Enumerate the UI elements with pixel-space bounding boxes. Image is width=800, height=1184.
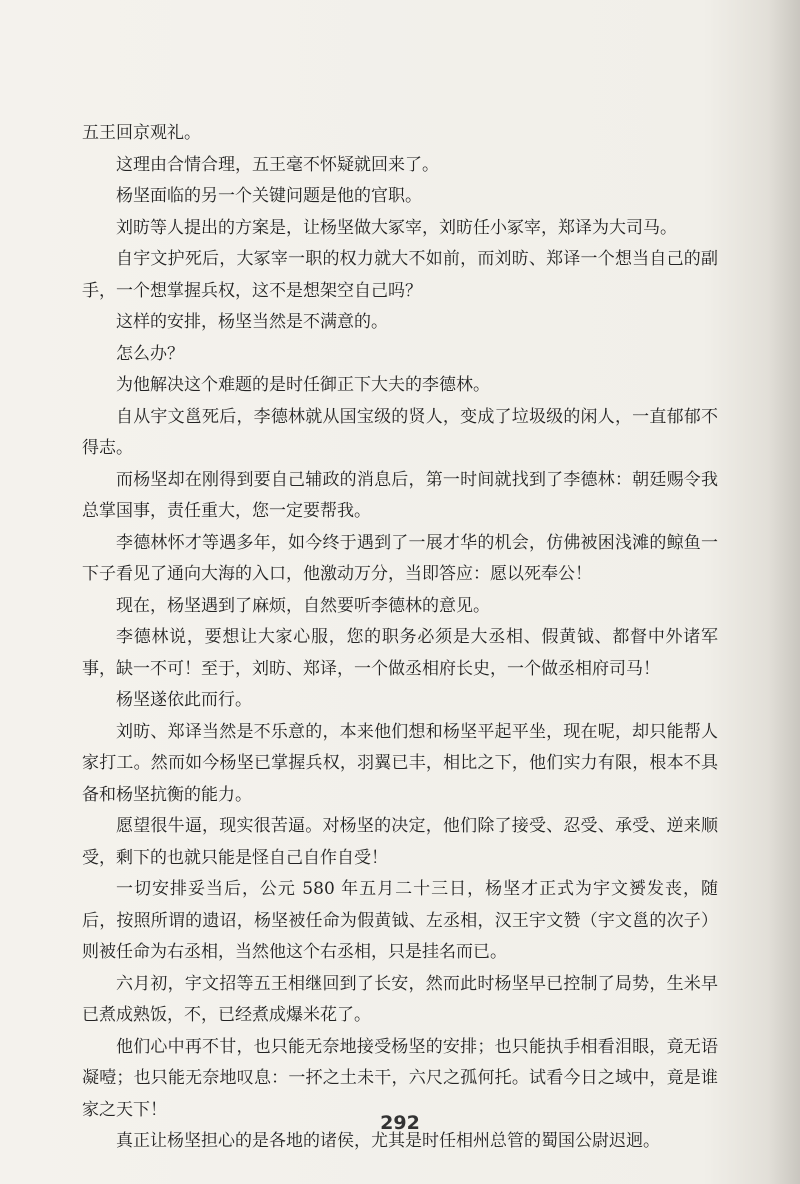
paragraph: 而杨坚却在刚得到要自己辅政的消息后，第一时间就找到了李德林：朝廷赐令我总掌国事，责任重大，您一定要帮我。 [82,469,718,521]
paragraph: 杨坚面临的另一个关键问题是他的官职。 [116,186,422,206]
paragraph: 这理由合情合理，五王毫不怀疑就回来了。 [116,154,439,175]
paragraph: 怎么办？ [116,343,184,364]
paragraph: 一切安排妥当后，公元 580 年五月二十三日，杨坚才正式为宇文赟发丧，随后，按照所谓的遗诏，杨坚被任命为假黄钺、左丞相，汉王宇文赞（宇文邕的次子）则被任命为右丞相，当然他这个右丞相，只是挂名而已。 [82,879,718,962]
paragraph: 杨坚遂依此而行。 [116,690,252,710]
paragraph: 自从宇文邕死后，李德林就从国宝级的贤人，变成了垃圾级的闲人，一直郁郁不得志。 [82,406,718,458]
page-number: 292 [380,1112,420,1134]
paragraph: 五王回京观礼。 [82,123,201,143]
paragraph: 愿望很牛逼，现实很苦逼。对杨坚的决定，他们除了接受、忍受、承受、逆来顺受，剩下的也就只能是怪自己自作自受！ [82,816,718,868]
paragraph: 为他解决这个难题的是时任御正下大夫的李德林。 [116,375,490,395]
paragraph: 刘昉等人提出的方案是，让杨坚做大冢宰，刘昉任小冢宰，郑译为大司马。 [116,217,677,238]
paragraph: 李德林怀才等遇多年，如今终于遇到了一展才华的机会，仿佛被困浅滩的鲸鱼一下子看见了通向大海的入口，他激动万分，当即答应：愿以死奉公！ [82,532,718,584]
paragraph: 他们心中再不甘，也只能无奈地接受杨坚的安排；也只能执手相看泪眼，竟无语凝噎；也只能无奈地叹息：一抔之土未干，六尺之孤何托。试看今日之域中，竟是谁家之天下！ [82,1036,718,1120]
paragraph: 真正让杨坚担心的是各地的诸侯，尤其是时任相州总管的蜀国公尉迟迥。 [116,1131,660,1151]
paragraph: 自宇文护死后，大冢宰一职的权力就大不如前，而刘昉、郑译一个想当自己的副手，一个想掌握兵权，这不是想架空自己吗？ [82,249,718,301]
paragraph: 现在，杨坚遇到了麻烦，自然要听李德林的意见。 [116,595,490,616]
paragraph: 这样的安排，杨坚当然是不满意的。 [116,312,388,332]
paragraph: 刘昉、郑译当然是不乐意的，本来他们想和杨坚平起平坐，现在呢，却只能帮人家打工。然而如今杨坚已掌握兵权，羽翼已丰，相比之下，他们实力有限，根本不具备和杨坚抗衡的能力。 [82,721,718,805]
body-text [82,118,718,1158]
paragraph: 李德林说，要想让大家心服，您的职务必须是大丞相、假黄钺、都督中外诸军事，缺一不可！至于，刘昉、郑译，一个做丞相府长史，一个做丞相府司马！ [82,627,718,679]
paragraph: 六月初，宇文招等五王相继回到了长安，然而此时杨坚早已控制了局势，生米早已煮成熟饭，不，已经煮成爆米花了。 [82,973,718,1025]
